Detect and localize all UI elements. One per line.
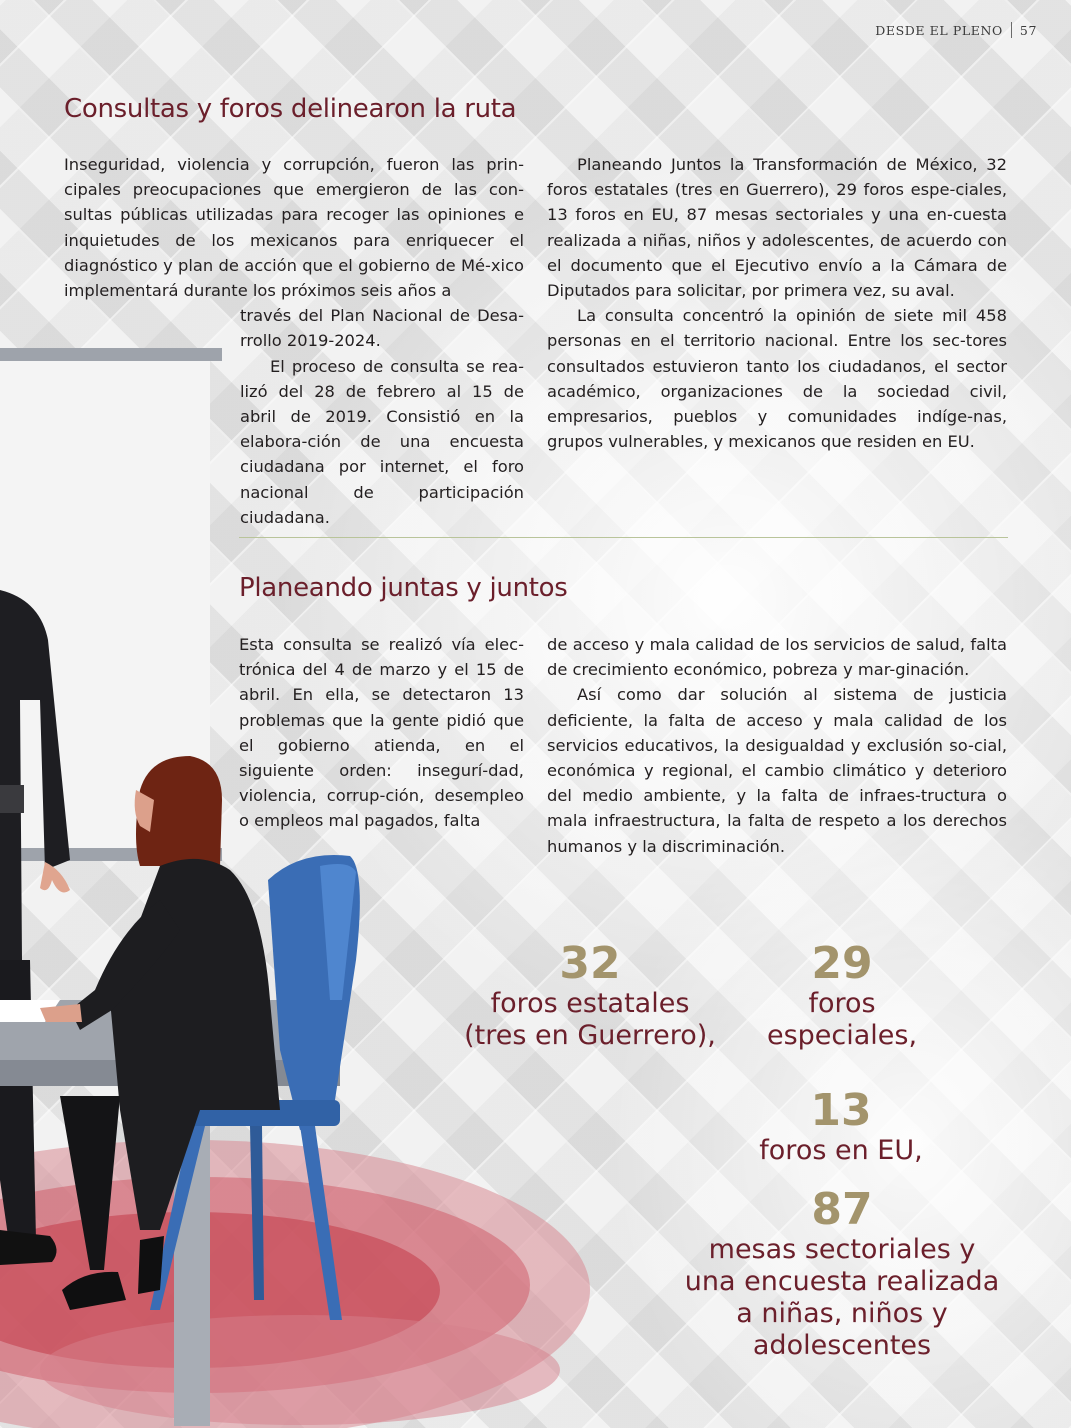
- stat-label-line: foros: [808, 988, 876, 1019]
- section-divider: [239, 537, 1008, 538]
- stat-label-line: una encuesta realizada: [684, 1266, 1000, 1297]
- stat-number: 13: [810, 1085, 872, 1136]
- stat-mesas-sectoriales: [660, 1186, 1024, 1362]
- rug-lower: [40, 1315, 560, 1425]
- page-number: 57: [1019, 22, 1037, 38]
- man-belt: [0, 785, 24, 813]
- stat-label-line: mesas sectoriales y: [708, 1234, 976, 1265]
- man-hand: [40, 862, 70, 892]
- stat-label-line: (tres en Guerrero),: [464, 1020, 716, 1051]
- column-a: [64, 152, 524, 530]
- running-head: [875, 22, 1037, 38]
- stat-foros-especiales: [732, 940, 952, 1052]
- col-a-paragraph-narrow-2: El proceso de consulta se rea-lizó del 28 de febrero al 15 de abril de 2019. Consistió en la elabora-ción de una encuesta ciudadana por internet, el foro nacional de participación ciudadana.: [240, 356, 524, 527]
- section-name: DESDE EL PLENO: [875, 22, 1003, 38]
- column-d: [547, 632, 1007, 859]
- section-title-consultas: Consultas y foros delinearon la ruta: [64, 94, 517, 124]
- column-c: [239, 632, 524, 834]
- stat-foros-estatales: [450, 940, 730, 1052]
- col-d-paragraph-2: Así como dar solución al sistema de justicia deficiente, la falta de acceso y mala calidad de los servicios educativos, la desigualdad y exclusión so-cial, económica y regional, el cambio climático y deterioro del medio ambiente, y la falta de infraes-tructura o mala infraestructura, la falta de respeto a los derechos humanos y la discriminación.: [547, 685, 1007, 856]
- woman-shoe-2: [138, 1236, 164, 1294]
- stat-number: 32: [559, 938, 621, 989]
- col-b-paragraph-2: La consulta concentró la opinión de siete mil 458 personas en el territorio nacional. Entre los sec-tores consultados estuvieron tanto los ciudadanos, el sector académico, organizaciones de la sociedad civil, empresarios, pueblos y comunidades indíge-nas, grupos vulnerables, y mexicanos que residen en EU.: [547, 306, 1007, 452]
- stat-label-line: especiales,: [766, 1020, 918, 1051]
- col-c-paragraph: Esta consulta se realizó vía elec-trónica del 4 de marzo y el 15 de abril. En ella, se detectaron 13 problemas que la gente pidió que el gobierno atienda, en el siguiente orden: insegurí-dad, violencia, corrup-ción, desempleo o empleos mal pagados, falta: [239, 635, 524, 831]
- stat-label-line: foros estatales: [490, 988, 690, 1019]
- col-d-paragraph-1: de acceso y mala calidad de los servicios de salud, falta de crecimiento económico, pobreza y mar-ginación.: [547, 635, 1007, 680]
- column-b: [547, 152, 1007, 454]
- col-a-narrow-block: [240, 303, 524, 530]
- stat-label-line: a niñas, niños y: [736, 1298, 948, 1329]
- col-a-paragraph-narrow-1: través del Plan Nacional de Desa-rrollo 2019-2024.: [240, 306, 524, 351]
- stat-number: 87: [811, 1184, 873, 1235]
- col-b-paragraph-1: Planeando Juntos la Transformación de México, 32 foros estatales (tres en Guerrero), 29 foros espe-ciales, 13 foros en EU, 87 mesas sectoriales y una en-cuesta realizada a niñas, niños y adolescentes, de acuerdo con el documento que el Ejecutivo envío a la Cámara de Diputados para solicitar, por primera vez, su aval.: [547, 155, 1007, 301]
- stat-number: 29: [811, 938, 873, 989]
- header-divider: [1011, 22, 1012, 38]
- stat-label-line: adolescentes: [752, 1330, 932, 1361]
- section-title-planeando: Planeando juntas y juntos: [239, 573, 568, 603]
- stat-foros-eu: [730, 1087, 952, 1167]
- stat-label-line: foros en EU,: [759, 1135, 923, 1166]
- col-a-paragraph-wide: Inseguridad, violencia y corrupción, fueron las prin-cipales preocupaciones que emergieron de las con-sultas públicas utilizadas para recoger las opiniones e inquietudes de los mexicanos para enriquecer el diagnóstico y plan de acción que el gobierno de Mé-xico implementará durante los próximos seis años a: [64, 155, 524, 301]
